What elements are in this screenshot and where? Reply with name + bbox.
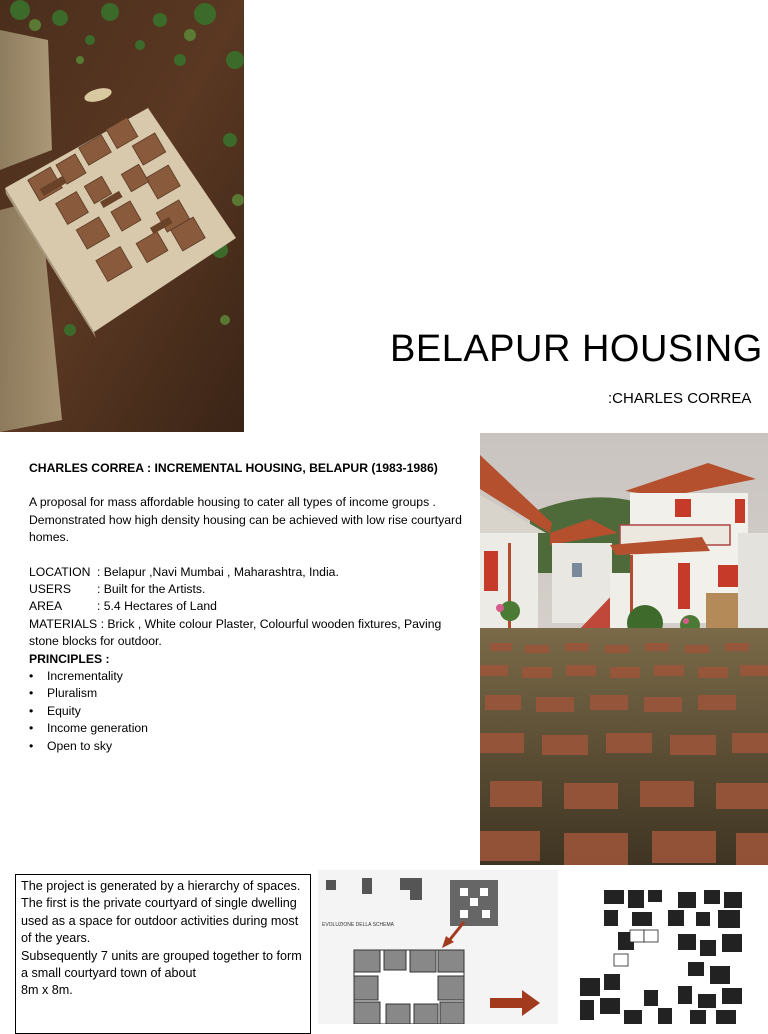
courtyard-photo: [480, 433, 768, 865]
spec-row-area: [29, 598, 474, 615]
hierarchy-line: The first is the private courtyard of single dwelling used as a space for outdoor activities during most of the years.: [21, 896, 299, 946]
spec-row-materials: [29, 616, 474, 651]
cluster-evolution-diagram: [318, 870, 768, 1024]
spec-key: MATERIALS: [29, 616, 98, 631]
list-item: • Pluralism: [29, 685, 474, 702]
model-photo: [0, 0, 244, 432]
diagram-caption: EVOLUZIONE DELLA SCHEMA: [322, 922, 394, 928]
principles-title: PRINCIPLES :: [29, 651, 110, 666]
cluster-diagram-image: [318, 870, 768, 1024]
hierarchy-line: Subsequently 7 units are grouped together to form a small courtyard town of about: [21, 948, 302, 981]
spec-value: : Belapur ,Navi Mumbai , Maharashtra, India.: [97, 564, 339, 579]
list-item: • Income generation: [29, 720, 474, 737]
description-heading: CHARLES CORREA : INCREMENTAL HOUSING, BELAPUR (1983-1986): [29, 461, 438, 475]
list-item: • Incrementality: [29, 668, 474, 685]
spec-value: : 5.4 Hectares of Land: [97, 599, 217, 614]
spec-value: : Built for the Artists.: [97, 582, 206, 597]
spec-row-users: [29, 581, 474, 598]
spec-key: LOCATION: [29, 564, 91, 579]
courtyard-photo-image: [480, 433, 768, 865]
spec-value: : Brick , White colour Plaster, Colourful wooden fixtures, Paving stone blocks for outdoor.: [29, 616, 442, 649]
project-description: [29, 460, 474, 755]
model-photo-image: [0, 0, 244, 432]
spec-key: USERS: [29, 582, 71, 597]
principles-list: [29, 668, 474, 755]
spec-row-location: [29, 564, 474, 581]
page-title: BELAPUR HOUSING: [390, 328, 763, 370]
hierarchy-text-box: [15, 874, 311, 1034]
hierarchy-line: 8m x 8m.: [21, 983, 73, 998]
hierarchy-line: The project is generated by a hierarchy of spaces.: [21, 879, 301, 893]
list-item: • Open to sky: [29, 738, 474, 755]
list-item: • Equity: [29, 703, 474, 720]
spec-key: AREA: [29, 599, 63, 614]
architect-subtitle: :CHARLES CORREA: [608, 390, 752, 407]
description-intro: A proposal for mass affordable housing to cater all types of income groups . Demonstrated how high density housing can be achieved with low rise courtyard homes.: [29, 495, 462, 545]
